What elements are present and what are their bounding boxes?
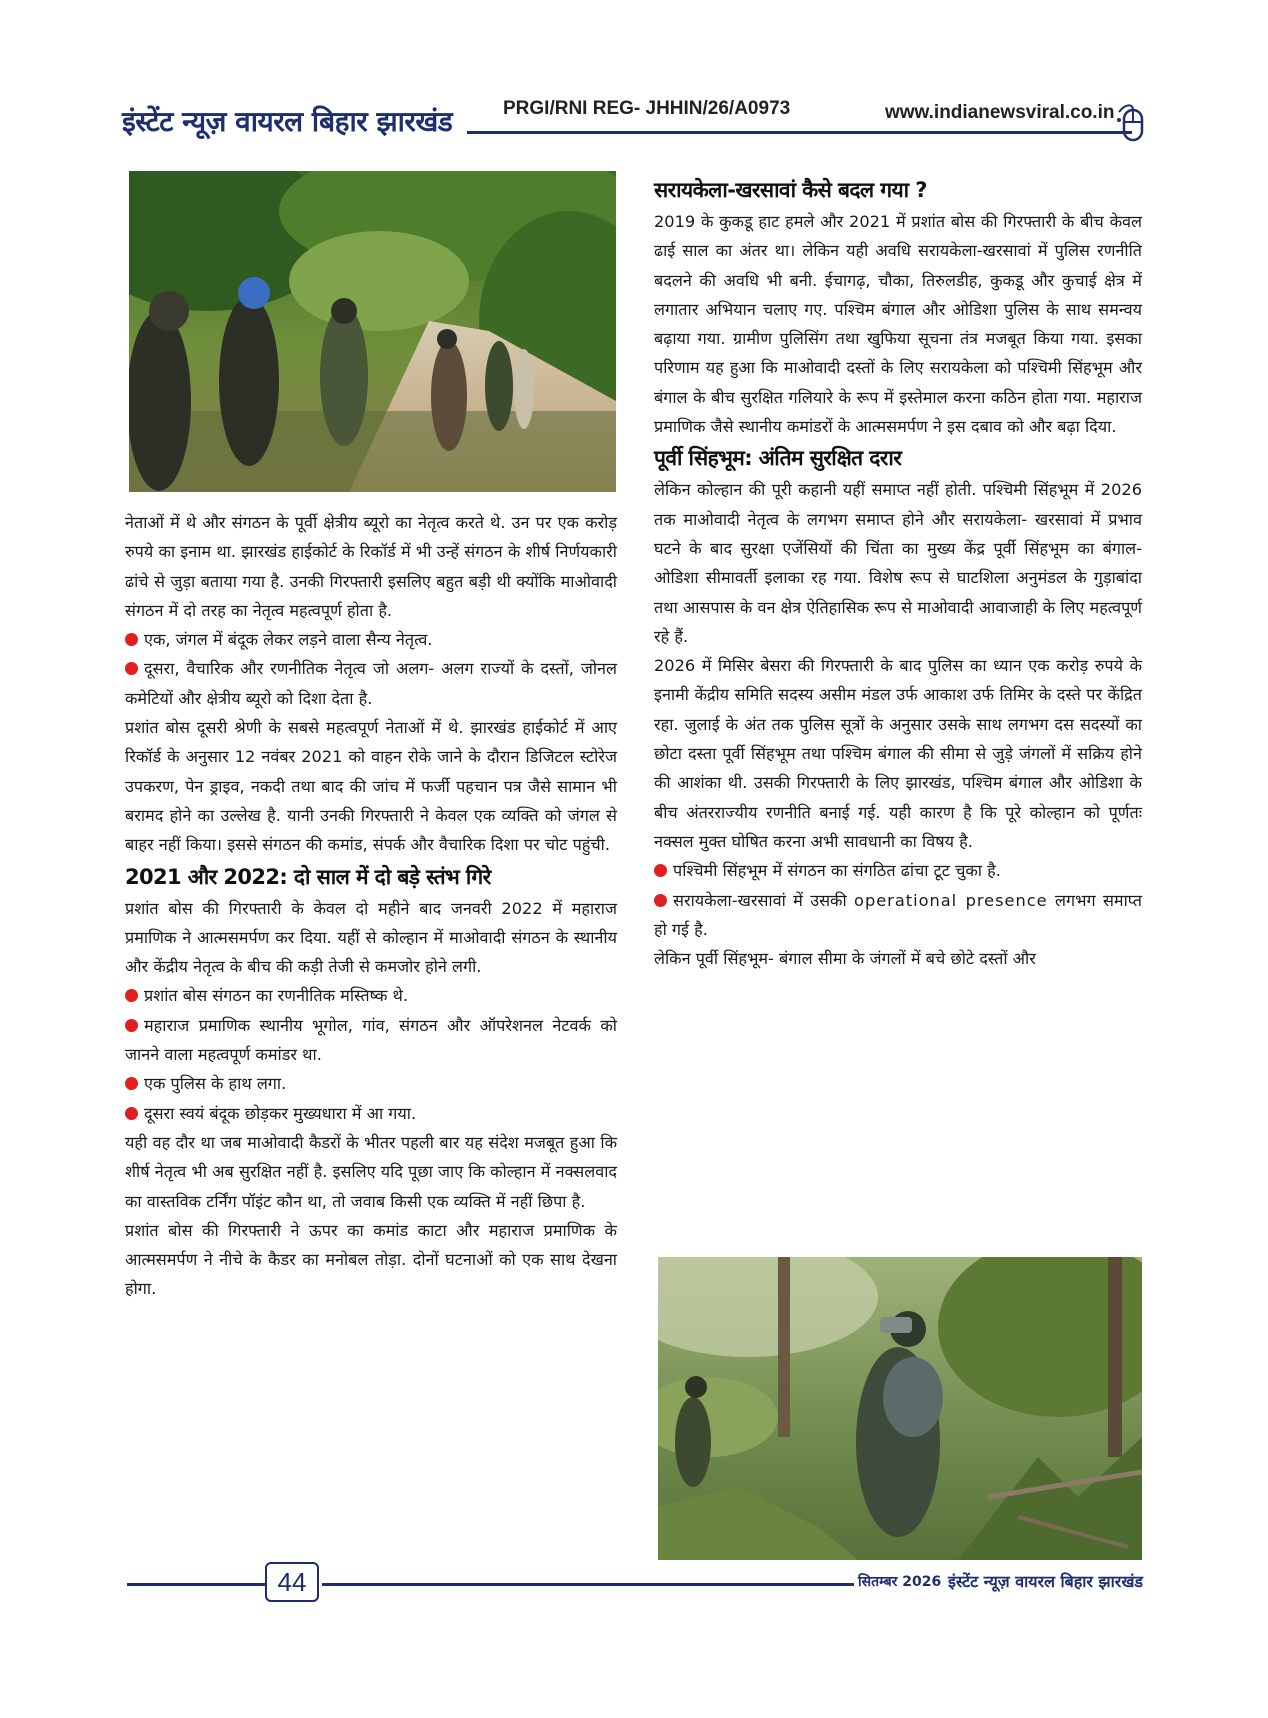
issue-date: सितम्बर 2026	[858, 1574, 942, 1590]
section-heading: 2021 और 2022: दो साल में दो बड़े स्तंभ गिरे	[125, 864, 491, 889]
list-item: दूसरा स्वयं बंदूक छोड़कर मुख्यधारा में आ गया.	[125, 1099, 617, 1128]
bullet-dot-icon	[125, 1107, 138, 1120]
bullet-dot-icon	[125, 1077, 138, 1090]
page-number: 44	[265, 1562, 319, 1602]
registration-number: PRGI/RNI REG- JHHIN/26/A0973	[503, 98, 791, 119]
paragraph: प्रशांत बोस की गिरफ्तारी ने ऊपर का कमांड काटा और महाराज प्रमाणिक के आत्मसमर्पण ने नीचे के कैडर का मनोबल तोड़ा. दोनों घटनाओं को एक साथ देखना होगा.	[125, 1220, 617, 1299]
bullet-dot-icon	[125, 662, 138, 675]
page-header	[0, 0, 1268, 160]
list-item: सरायकेला-खरसावां में उसकी operational presence लगभग समाप्त हो गई है.	[654, 890, 1142, 939]
paragraph: 2026 में मिसिर बेसरा की गिरफ्तारी के बाद पुलिस का ध्यान एक करोड़ रुपये के इनामी केंद्रीय समिति सदस्य असीम मंडल उर्फ आकाश उर्फ तिमिर के दस्ते पर केंद्रित रहा. जुलाई के अंत तक पुलिस सूत्रों के अनुसार उसके साथ लगभग दस सदस्यों का छोटा दस्ता पूर्वी सिंहभूम तथा पश्चिम बंगाल की सीमा से जुड़े जंगलों में सक्रिय होने की आशंका थी. उसकी गिरफ्तारी के लिए झारखंड, पश्चिम बंगाल और ओडिशा के बीच अंतरराज्यीय रणनीति बनाई गई. यही कारण है कि पूरे कोल्हान को पूर्णतः नक्सल मुक्त घोषित करना अभी सावधानी का विषय है.	[654, 656, 1142, 851]
left-column	[125, 508, 617, 1304]
section-heading: पूर्वी सिंहभूम: अंतिम सुरक्षित दरार	[654, 446, 902, 471]
intro-paragraph: नेताओं में थे और संगठन के पूर्वी क्षेत्रीय ब्यूरो का नेतृत्व करते थे. उन पर एक करोड़ रुपये का इनाम था. झारखंड हाईकोर्ट के रिकॉर्ड में भी उन्हें संगठन के शीर्ष निर्णयकारी ढांचे से जुड़ा बताया गया है. उनकी गिरफ्तारी इसलिए बहुत बड़ी थी क्योंकि माओवादी संगठन में दो तरह का नेतृत्व महत्वपूर्ण होता है.	[125, 513, 617, 620]
masthead-title: इंस्टेंट न्यूज़ वायरल बिहार झारखंड	[122, 105, 453, 138]
paragraph: लेकिन कोल्हान की पूरी कहानी यहीं समाप्त नहीं होती. पश्चिमी सिंहभूम में 2026 तक माओवादी नेतृत्व के लगभग समाप्त होने और सरायकेला- खरसावां में प्रभाव घटने के बाद सुरक्षा एजेंसियों की चिंता का मुख्य केंद्र पूर्वी सिंहभूम का बंगाल- ओडिशा सीमावर्ती इलाका रह गया. विशेष रूप से घाटशिला अनुमंडल के गुड़ाबांदा तथा आसपास के वन क्षेत्र ऐतिहासिक रूप से माओवादी आवाजाही के लिए महत्वपूर्ण रहे हैं.	[654, 480, 1142, 646]
paragraph: लेकिन पूर्वी सिंहभूम- बंगाल सीमा के जंगलों में बचे छोटे दस्तों और	[654, 949, 1036, 969]
footer-divider	[322, 1583, 854, 1586]
soldier-forest-photo	[658, 1257, 1142, 1560]
forest-patrol-photo	[129, 171, 616, 492]
website-url[interactable]: www.indianewsviral.co.in	[885, 102, 1115, 123]
header-divider	[467, 131, 1132, 134]
bullet-dot-icon	[654, 864, 667, 877]
list-item: पश्चिमी सिंहभूम में संगठन का संगठित ढांचा टूट चुका है.	[654, 856, 1142, 885]
paragraph: प्रशांत बोस की गिरफ्तारी के केवल दो महीने बाद जनवरी 2022 में महाराज प्रमाणिक ने आत्मसमर्पण कर दिया. यहीं से कोल्हान में माओवादी संगठन के स्थानीय और केंद्रीय नेतृत्व के बीच की कड़ी तेजी से कमजोर होने लगी.	[125, 898, 617, 977]
paragraph: 2019 के कुकडू हाट हमले और 2021 में प्रशांत बोस की गिरफ्तारी के बीच केवल ढाई साल का अंतर था। लेकिन यही अवधि सरायकेला-खरसावां में पुलिस रणनीति बदलने की अवधि भी बनी. ईचागढ़, चौका, तिरुलडीह, कुकडू और कुचाई क्षेत्र में लगातार अभियान चलाए गए. पश्चिम बंगाल और ओडिशा पुलिस के साथ समन्वय बढ़ाया गया. ग्रामीण पुलिसिंग तथा खुफिया सूचना तंत्र मजबूत किया गया. इसका परिणाम यह हुआ कि माओवादी दस्तों के लिए सरायकेला को पश्चिमी सिंहभूम और बंगाल के बीच सुरक्षित गलियारे के रूप में इस्तेमाल करना कठिन होता गया. महाराज प्रमाणिक जैसे स्थानीय कमांडरों के आत्मसमर्पण ने इस दबाव को और बढ़ा दिया.	[654, 212, 1142, 437]
right-column	[654, 173, 1142, 973]
list-item: प्रशांत बोस संगठन का रणनीतिक मस्तिष्क थे.	[125, 981, 617, 1010]
page-footer	[0, 1560, 1268, 1620]
computer-mouse-icon	[1115, 100, 1149, 144]
footer-brand: इंस्टेंट न्यूज़ वायरल बिहार झारखंड	[948, 1572, 1143, 1591]
section-heading: सरायकेला-खरसावां कैसे बदल गया ?	[654, 178, 927, 202]
footer-divider	[127, 1583, 267, 1586]
bullet-dot-icon	[125, 989, 138, 1002]
paragraph: यही वह दौर था जब माओवादी कैडरों के भीतर पहली बार यह संदेश मजबूत हुआ कि शीर्ष नेतृत्व भी अब सुरक्षित नहीं है. इसलिए यदि पूछा जाए कि कोल्हान में नक्सलवाद का वास्तविक टर्निंग पॉइंट कौन था, तो जवाब किसी एक व्यक्ति में नहीं छिपा है.	[125, 1132, 617, 1211]
list-item: एक, जंगल में बंदूक लेकर लड़ने वाला सैन्य नेतृत्व.	[125, 625, 617, 654]
list-item: महाराज प्रमाणिक स्थानीय भूगोल, गांव, संगठन और ऑपरेशनल नेटवर्क को जानने वाला महत्वपूर्ण कमांडर था.	[125, 1015, 617, 1065]
list-item: एक पुलिस के हाथ लगा.	[125, 1069, 617, 1098]
bullet-dot-icon	[654, 894, 667, 907]
bullet-dot-icon	[125, 1019, 138, 1032]
list-item: दूसरा, वैचारिक और रणनीतिक नेतृत्व जो अलग- अलग राज्यों के दस्तों, जोनल कमेटियों और क्षेत्रीय ब्यूरो को दिशा देता है.	[125, 659, 617, 708]
bullet-dot-icon	[125, 633, 138, 646]
paragraph: प्रशांत बोस दूसरी श्रेणी के सबसे महत्वपूर्ण नेताओं में थे. झारखंड हाईकोर्ट में आए रिकॉर्ड के अनुसार 12 नवंबर 2021 को वाहन रोके जाने के दौरान डिजिटल स्टोरेज उपकरण, पेन ड्राइव, नकदी तथा बाद की जांच में फर्जी पहचान पत्र जैसे सामान भी बरामद होने का उल्लेख है. यानी उनकी गिरफ्तारी ने केवल एक व्यक्ति को जंगल से बाहर नहीं किया। इससे संगठन की कमांड, संपर्क और वैचारिक दिशा पर चोट पहुंची.	[125, 718, 617, 855]
